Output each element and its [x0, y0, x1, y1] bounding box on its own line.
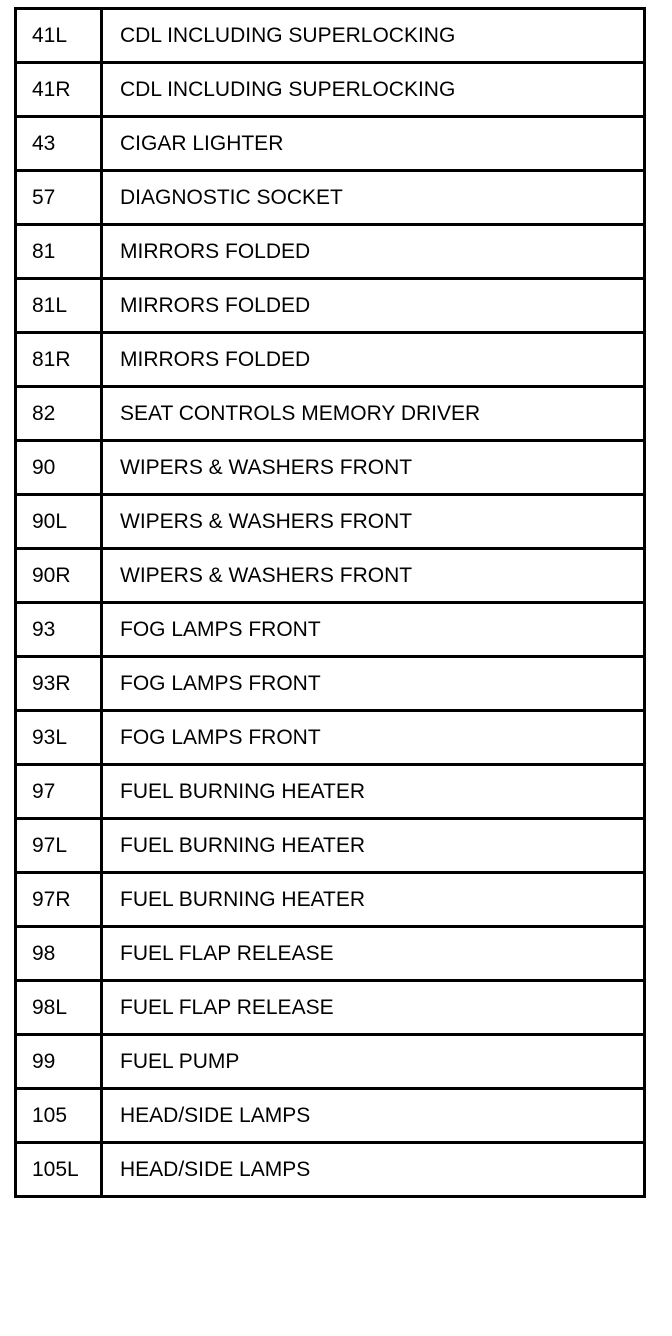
table-row — [16, 333, 645, 387]
table-row — [16, 603, 645, 657]
fuse-id-cell: 98L — [16, 981, 102, 1035]
fuse-description-cell: MIRRORS FOLDED — [102, 333, 645, 387]
fuse-description-cell: FUEL BURNING HEATER — [102, 765, 645, 819]
fuse-description-cell: SEAT CONTROLS MEMORY DRIVER — [102, 387, 645, 441]
fuse-id-cell: 90 — [16, 441, 102, 495]
table-row — [16, 711, 645, 765]
fuse-description-cell: WIPERS & WASHERS FRONT — [102, 549, 645, 603]
fuse-description-cell: MIRRORS FOLDED — [102, 225, 645, 279]
fuse-id-cell: 82 — [16, 387, 102, 441]
table-row — [16, 819, 645, 873]
table-row — [16, 765, 645, 819]
table-row — [16, 927, 645, 981]
table-row — [16, 1143, 645, 1197]
fuse-id-cell: 41L — [16, 9, 102, 63]
fuse-description-cell: FUEL BURNING HEATER — [102, 873, 645, 927]
fuse-id-cell: 43 — [16, 117, 102, 171]
fuse-table-body — [16, 9, 645, 1197]
fuse-id-cell: 99 — [16, 1035, 102, 1089]
fuse-id-cell: 97 — [16, 765, 102, 819]
table-row — [16, 873, 645, 927]
table-row — [16, 387, 645, 441]
fuse-description-cell: FUEL FLAP RELEASE — [102, 981, 645, 1035]
fuse-description-cell: HEAD/SIDE LAMPS — [102, 1089, 645, 1143]
fuse-id-cell: 93L — [16, 711, 102, 765]
fuse-description-cell: WIPERS & WASHERS FRONT — [102, 495, 645, 549]
table-row — [16, 495, 645, 549]
fuse-id-cell: 90R — [16, 549, 102, 603]
fuse-id-cell: 93 — [16, 603, 102, 657]
table-row — [16, 1035, 645, 1089]
table-row — [16, 117, 645, 171]
fuse-id-cell: 81L — [16, 279, 102, 333]
fuse-description-cell: FUEL FLAP RELEASE — [102, 927, 645, 981]
table-row — [16, 63, 645, 117]
fuse-description-cell: WIPERS & WASHERS FRONT — [102, 441, 645, 495]
table-row — [16, 279, 645, 333]
fuse-id-cell: 105L — [16, 1143, 102, 1197]
table-row — [16, 657, 645, 711]
fuse-description-cell: CIGAR LIGHTER — [102, 117, 645, 171]
table-row — [16, 171, 645, 225]
fuse-id-cell: 90L — [16, 495, 102, 549]
fuse-description-cell: DIAGNOSTIC SOCKET — [102, 171, 645, 225]
fuse-description-cell: CDL INCLUDING SUPERLOCKING — [102, 9, 645, 63]
fuse-id-cell: 81R — [16, 333, 102, 387]
table-row — [16, 981, 645, 1035]
fuse-description-cell: FOG LAMPS FRONT — [102, 603, 645, 657]
fuse-description-cell: FUEL BURNING HEATER — [102, 819, 645, 873]
fuse-id-cell: 57 — [16, 171, 102, 225]
table-row — [16, 441, 645, 495]
fuse-id-cell: 81 — [16, 225, 102, 279]
fuse-description-cell: HEAD/SIDE LAMPS — [102, 1143, 645, 1197]
table-row — [16, 549, 645, 603]
fuse-description-cell: CDL INCLUDING SUPERLOCKING — [102, 63, 645, 117]
fuse-id-cell: 98 — [16, 927, 102, 981]
fuse-id-cell: 97R — [16, 873, 102, 927]
fuse-description-cell: MIRRORS FOLDED — [102, 279, 645, 333]
fuse-id-cell: 97L — [16, 819, 102, 873]
fuse-id-cell: 41R — [16, 63, 102, 117]
fuse-table — [14, 7, 646, 1198]
fuse-id-cell: 93R — [16, 657, 102, 711]
fuse-id-cell: 105 — [16, 1089, 102, 1143]
table-row — [16, 225, 645, 279]
fuse-description-cell: FUEL PUMP — [102, 1035, 645, 1089]
fuse-description-cell: FOG LAMPS FRONT — [102, 657, 645, 711]
table-row — [16, 1089, 645, 1143]
fuse-description-cell: FOG LAMPS FRONT — [102, 711, 645, 765]
table-row — [16, 9, 645, 63]
